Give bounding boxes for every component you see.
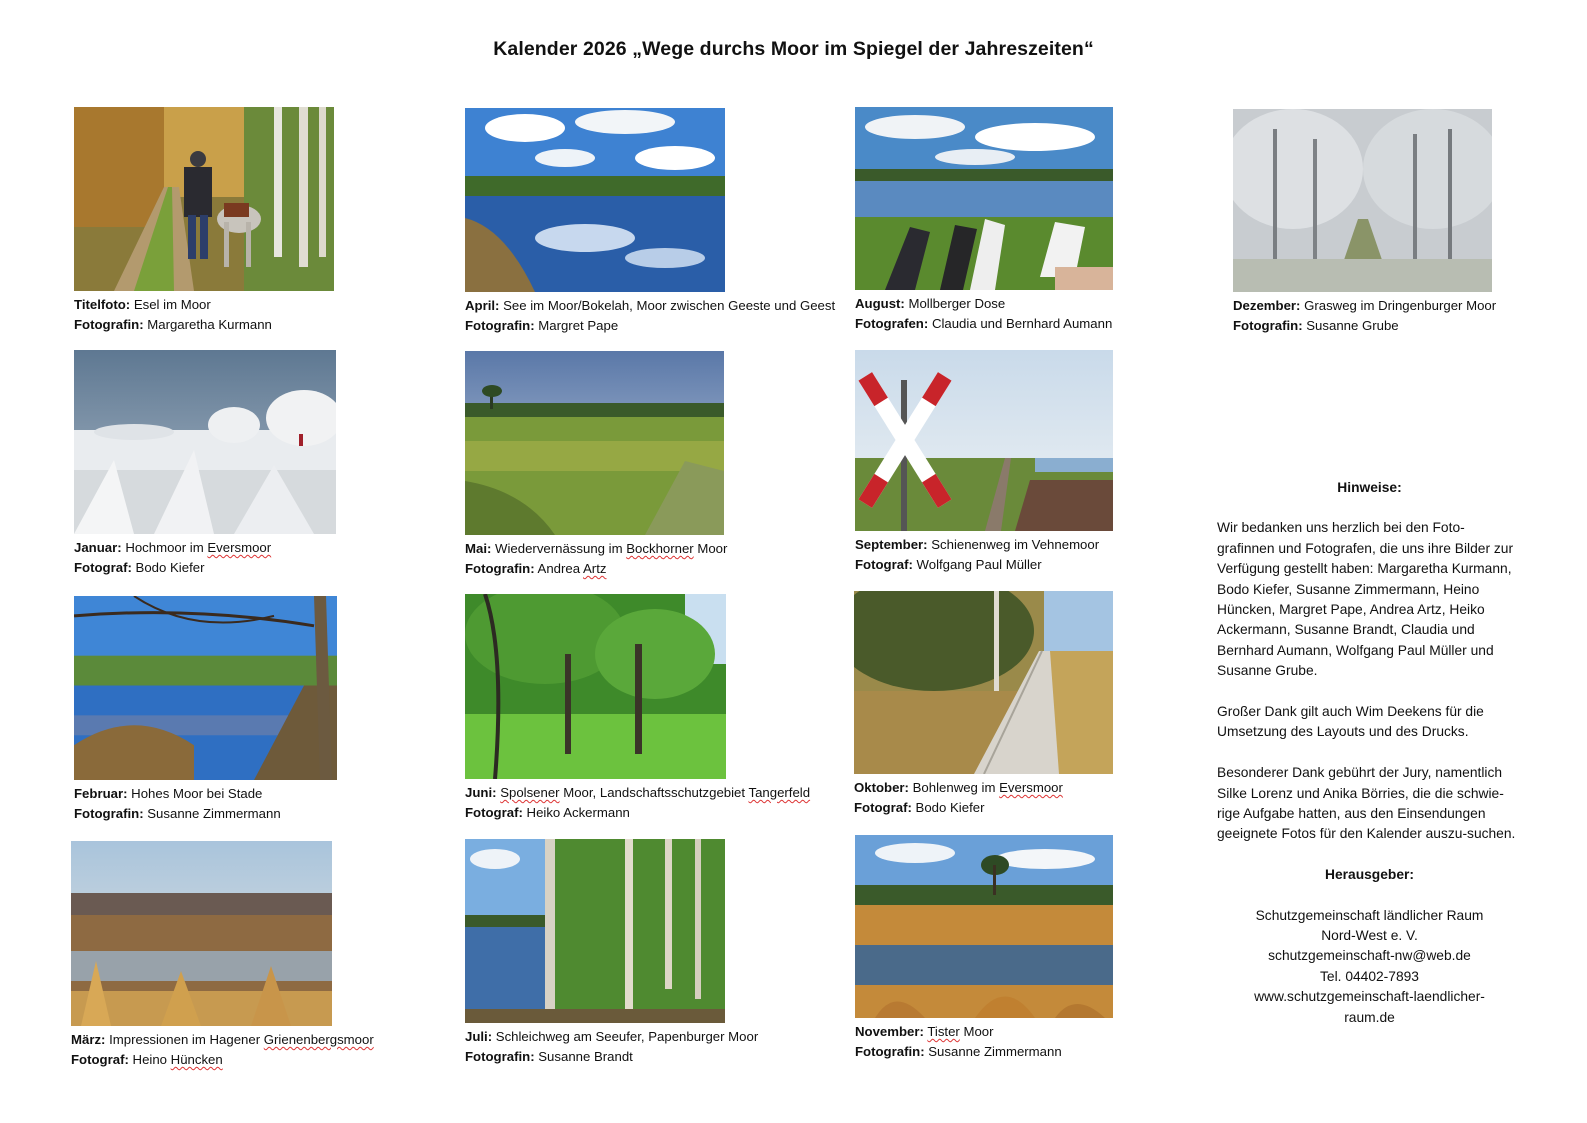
photo-juni[interactable] bbox=[465, 594, 726, 779]
notes-panel bbox=[1217, 478, 1522, 1028]
publisher-block bbox=[1217, 906, 1522, 1028]
photo-juli-image bbox=[465, 839, 725, 1023]
photo-januar[interactable] bbox=[74, 350, 336, 534]
photo-august-image bbox=[855, 107, 1113, 290]
page-title: Kalender 2026 „Wege durchs Moor im Spiegel der Jahreszeiten“ bbox=[493, 38, 1094, 60]
photo-card-maerz bbox=[71, 841, 374, 1070]
photo-juli[interactable] bbox=[465, 839, 725, 1023]
photo-januar-image bbox=[74, 350, 336, 534]
publisher-phone: Tel. 04402-7893 bbox=[1320, 968, 1419, 984]
photo-dezember[interactable] bbox=[1233, 109, 1492, 292]
photo-caption-august: August: Mollberger Dose Fotografen: Claudia und Bernhard Aumann bbox=[855, 296, 1113, 331]
photo-card-april bbox=[465, 108, 835, 336]
publisher-heading: Herausgeber: bbox=[1325, 867, 1414, 883]
notes-thanks-jury: Besonderer Dank gebührt der Jury, namentlich Silke Lorenz und Anika Börries, die die schwie-rige Aufgabe hatten, aus den Einsendungen geeignete Fotos für den Kalender auszu-suchen. bbox=[1217, 765, 1516, 842]
photo-april[interactable] bbox=[465, 108, 725, 292]
photo-november-image bbox=[855, 835, 1113, 1018]
photo-card-titel bbox=[74, 107, 334, 335]
publisher-name-line2: Nord-West e. V. bbox=[1321, 928, 1418, 944]
photo-februar-image bbox=[74, 596, 337, 780]
photo-card-januar bbox=[74, 350, 336, 578]
notes-thanks-layout: Großer Dank gilt auch Wim Deekens für die Umsetzung des Layouts und des Drucks. bbox=[1217, 704, 1484, 740]
photo-september[interactable] bbox=[855, 350, 1113, 531]
photo-caption-februar: Februar: Hohes Moor bei Stade Fotografin: Susanne Zimmermann bbox=[74, 786, 281, 821]
photo-caption-titel: Titelfoto: Esel im Moor Fotografin: Margaretha Kurmann bbox=[74, 297, 272, 332]
photo-oktober[interactable] bbox=[854, 591, 1113, 774]
publisher-website-line1[interactable]: www.schutzgemeinschaft-laendlicher- bbox=[1254, 989, 1485, 1005]
notes-thanks-photographers: Wir bedanken uns herzlich bei den Foto-grafinnen und Fotografen, die uns ihre Bilder zur Verfügung gestellt haben: Margaretha Kurmann, Bodo Kiefer, Susanne Zimmermann, Heino Hüncken, Margret Pape, Andrea Artz, Heiko Ackermann, Susanne Brandt, Claudia und Bernhard Aumann, Wolfgang Paul Müller und Susanne Grube. bbox=[1217, 520, 1514, 679]
photo-mai[interactable] bbox=[465, 351, 724, 535]
photo-caption-dezember: Dezember: Grasweg im Dringenburger Moor Fotografin: Susanne Grube bbox=[1233, 298, 1497, 333]
photo-titel-image bbox=[74, 107, 334, 291]
photo-november[interactable] bbox=[855, 835, 1113, 1018]
photo-card-juni bbox=[465, 594, 810, 823]
photo-caption-april: April: See im Moor/Bokelah, Moor zwischen Geeste und Geest Fotografin: Margret Pape bbox=[465, 298, 836, 333]
photo-caption-juli: Juli: Schleichweg am Seeufer, Papenburger Moor Fotografin: Susanne Brandt bbox=[465, 1029, 759, 1064]
publisher-email[interactable]: schutzgemeinschaft-nw@web.de bbox=[1268, 948, 1471, 964]
photo-caption-januar: Januar: Hochmoor im Eversmoor Fotograf: Bodo Kiefer bbox=[74, 540, 272, 575]
photo-card-dezember bbox=[1233, 109, 1496, 336]
photo-card-mai bbox=[465, 351, 727, 579]
photo-card-november bbox=[855, 835, 1113, 1062]
photo-juni-image bbox=[465, 594, 726, 779]
photo-card-februar bbox=[74, 596, 337, 824]
photo-card-juli bbox=[465, 839, 758, 1067]
photo-maerz[interactable] bbox=[71, 841, 332, 1026]
photo-caption-oktober: Oktober: Bohlenweg im Eversmoor Fotograf: Bodo Kiefer bbox=[854, 780, 1063, 815]
photo-caption-mai: Mai: Wiedervernässung im Bockhorner Moor Fotografin: Andrea Artz bbox=[465, 541, 728, 576]
photo-maerz-image bbox=[71, 841, 332, 1026]
photo-titel[interactable] bbox=[74, 107, 334, 291]
photo-dezember-image bbox=[1233, 109, 1492, 292]
notes-heading: Hinweise: bbox=[1337, 480, 1402, 495]
photo-card-august bbox=[855, 107, 1113, 334]
photo-august[interactable] bbox=[855, 107, 1113, 290]
photo-card-oktober bbox=[854, 591, 1113, 818]
publisher-name-line1: Schutzgemeinschaft ländlicher Raum bbox=[1255, 907, 1484, 923]
photo-april-image bbox=[465, 108, 725, 292]
photo-oktober-image bbox=[854, 591, 1113, 774]
photo-februar[interactable] bbox=[74, 596, 337, 780]
photo-card-september bbox=[855, 350, 1113, 575]
photo-caption-november: November: Tister Moor Fotografin: Susanne Zimmermann bbox=[855, 1024, 1062, 1059]
photo-caption-maerz: März: Impressionen im Hagener Grienenbergsmoor Fotograf: Heino Hüncken bbox=[71, 1032, 374, 1067]
photo-mai-image bbox=[465, 351, 724, 535]
photo-september-image bbox=[855, 350, 1113, 531]
photo-caption-juni: Juni: Spolsener Moor, Landschaftsschutzgebiet Tangerfeld Fotograf: Heiko Ackermann bbox=[465, 785, 811, 820]
photo-caption-september: September: Schienenweg im Vehnemoor Fotograf: Wolfgang Paul Müller bbox=[855, 537, 1100, 572]
publisher-website-line2[interactable]: raum.de bbox=[1344, 1009, 1395, 1025]
